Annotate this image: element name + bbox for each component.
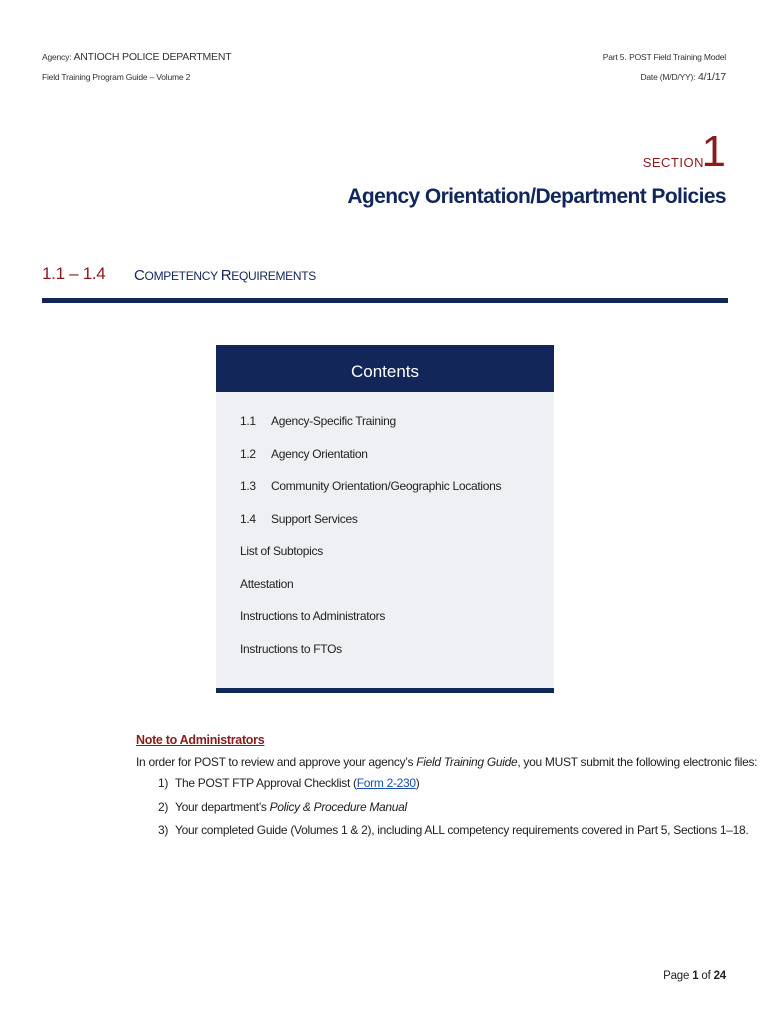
note-item-text: Your completed Guide (Volumes 1 & 2), including ALL competency requirements covered in Part 5, Sections 1–18.	[175, 823, 749, 837]
form-2-230-link[interactable]: Form 2-230	[356, 776, 416, 790]
contents-item[interactable]	[240, 414, 501, 447]
note-item-number: 2)	[158, 799, 169, 814]
note-item-number: 3)	[158, 823, 169, 837]
contents-item-label: List of Subtopics	[240, 544, 323, 558]
header-left	[42, 47, 231, 87]
page-total: 24	[713, 970, 726, 982]
date-value: 4/1/17	[698, 71, 726, 83]
contents-item-label: Instructions to Administrators	[240, 609, 386, 623]
competency-range: 1.1 – 1.4	[42, 264, 106, 283]
section-number: 1	[701, 127, 726, 176]
contents-list	[240, 414, 501, 674]
contents-item-label: Community Orientation/Geographic Locations	[271, 479, 502, 493]
note-item-text: Your department’s	[175, 799, 270, 814]
contents-item[interactable]	[240, 609, 501, 642]
contents-heading: Contents	[216, 345, 554, 392]
contents-item-label: Agency Orientation	[271, 446, 368, 461]
guide-line: Field Training Program Guide – Volume 2	[42, 72, 191, 82]
contents-item-label: Support Services	[271, 511, 358, 526]
competency-title	[134, 267, 316, 284]
contents-item[interactable]	[240, 642, 501, 675]
note-title: Note to Administrators	[136, 733, 265, 747]
part-line	[603, 47, 726, 67]
contents-item-label: Instructions to FTOs	[240, 641, 342, 656]
agency-line	[42, 47, 231, 67]
contents-item[interactable]	[240, 447, 501, 480]
contents-item[interactable]	[240, 512, 501, 545]
note-item-text: The POST FTP Approval Checklist (	[175, 776, 357, 790]
part-title: POST Field Training Model	[629, 52, 726, 62]
competency-title-rest1: OMPETENCY	[144, 269, 221, 283]
competency-title-rest2: EQUIREMENTS	[231, 269, 316, 283]
competency-title-r: R	[220, 267, 232, 284]
note-body-italic: Field Training Guide	[416, 755, 518, 769]
header-right	[603, 47, 726, 87]
contents-item-number: 1.2	[240, 446, 256, 461]
note-body	[136, 755, 757, 769]
contents-item[interactable]	[240, 577, 501, 610]
page-footer	[663, 970, 726, 982]
date-line	[603, 67, 726, 87]
agency-name: ANTIOCH POLICE DEPARTMENT	[73, 51, 232, 63]
section-label: SECTION	[642, 155, 704, 170]
competency-divider	[42, 298, 728, 303]
contents-item[interactable]	[240, 544, 501, 577]
contents-item[interactable]	[240, 479, 501, 512]
note-item	[158, 823, 748, 847]
contents-item-label: Agency-Specific Training	[271, 414, 396, 428]
note-item-text-end: )	[415, 776, 420, 790]
note-list	[158, 776, 748, 847]
page-label: Page	[663, 970, 690, 982]
date-label: Date (M/D/YY):	[640, 72, 696, 82]
section-title: Agency Orientation/Department Policies	[347, 185, 726, 208]
part-label: Part 5.	[602, 52, 627, 62]
contents-item-number: 1.4	[240, 511, 256, 526]
agency-label: Agency:	[42, 52, 72, 62]
note-item	[158, 800, 748, 824]
contents-box	[216, 345, 554, 693]
note-item	[158, 776, 748, 800]
contents-item-number: 1.1	[240, 414, 256, 428]
contents-item-label: Attestation	[240, 576, 294, 591]
note-item-number: 1)	[158, 776, 169, 790]
contents-item-number: 1.3	[240, 479, 256, 493]
page-of-label: of	[701, 970, 711, 982]
note-body-pre: In order for POST to review and approve your agency’s	[136, 755, 417, 769]
competency-title-c: C	[134, 267, 145, 284]
page-number: 1	[692, 970, 699, 982]
note-item-italic: Policy & Procedure Manual	[269, 799, 407, 814]
note-body-post: , you MUST submit the following electronic files:	[517, 755, 758, 769]
